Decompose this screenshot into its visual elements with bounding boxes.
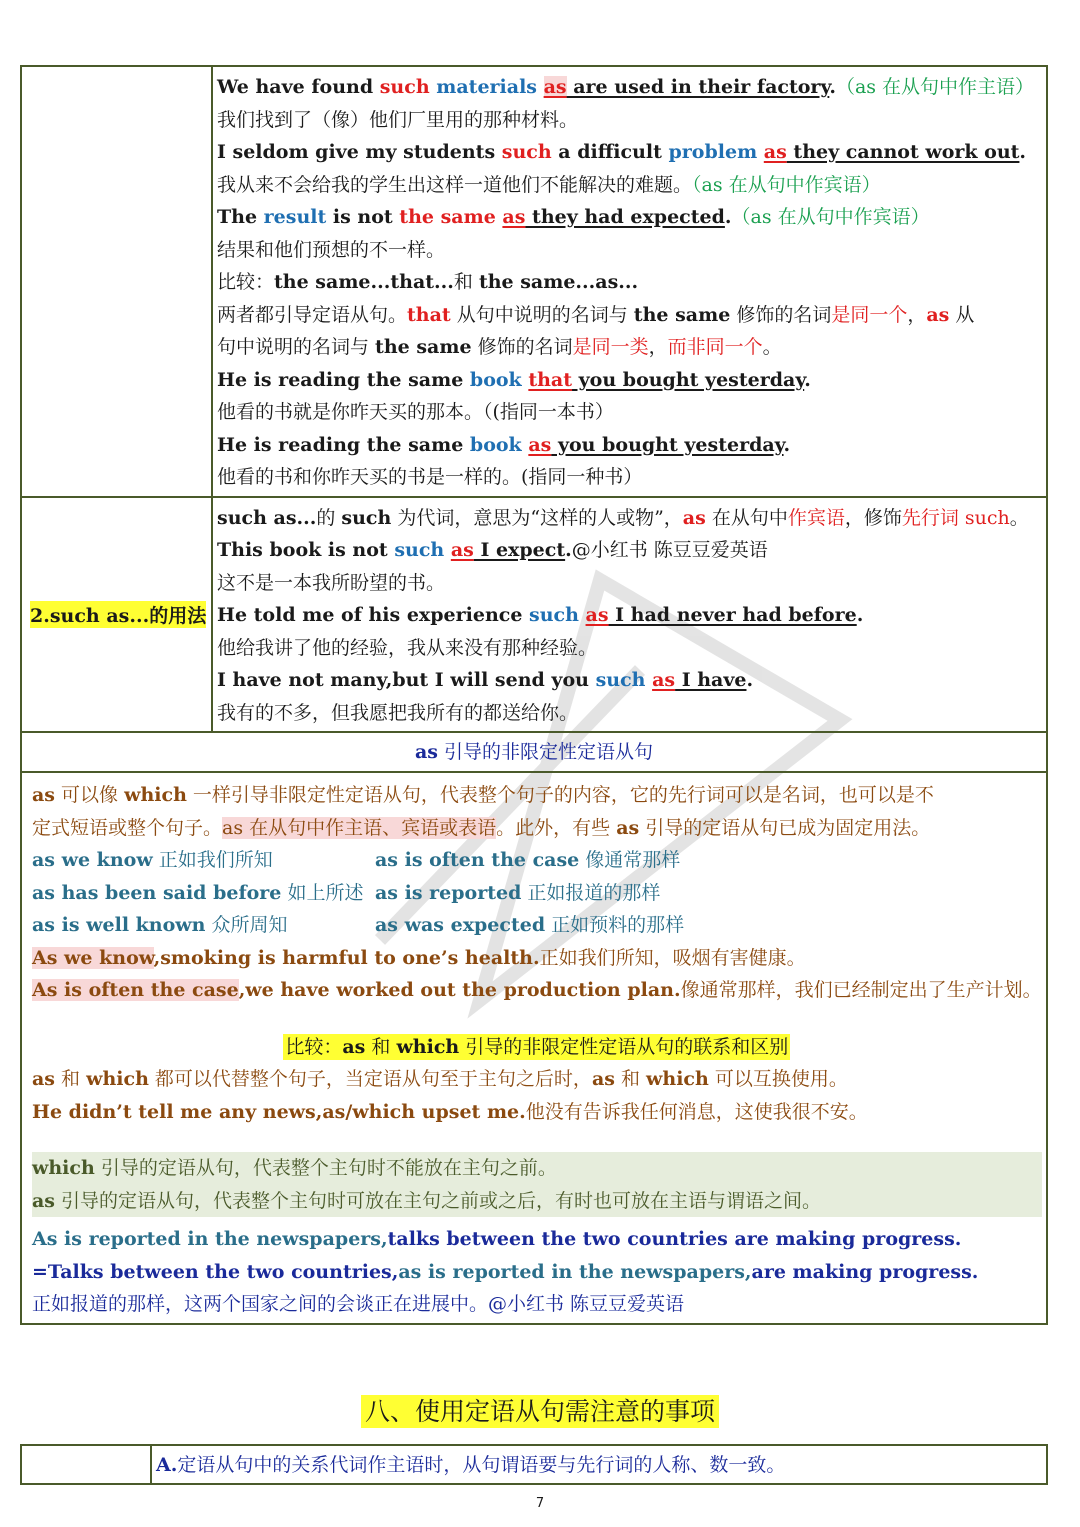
- text-segment: （as 在从句中作宾语）: [692, 173, 881, 196]
- text-line: [32, 942, 1042, 975]
- text-segment: As is reported in the newspapers,: [32, 1228, 388, 1250]
- text-segment: result: [263, 206, 327, 228]
- text-segment: 两者都引导定语从句。: [217, 303, 408, 326]
- compare-title: [283, 1034, 790, 1060]
- text-segment: 比较：: [217, 271, 275, 293]
- text-segment: such as...: [217, 506, 317, 529]
- text-segment: I have: [675, 669, 747, 691]
- text-segment: （as 在从句中作宾语）: [731, 206, 930, 228]
- compare-text: [32, 1063, 1042, 1128]
- phrase-item: [375, 844, 680, 877]
- row-nonrestrictive-title: [22, 733, 1046, 773]
- text-line: [32, 1223, 1042, 1256]
- text-segment: 正如报道的那样: [521, 881, 661, 904]
- text-segment: is not: [326, 206, 400, 228]
- text-segment: as: [32, 784, 56, 806]
- text-segment: 定语从句中的关系代词作主语时，从句谓语要与先行词的人称、数一致。: [177, 1454, 786, 1476]
- text-line: [217, 234, 1040, 267]
- text-segment: as: [652, 669, 676, 691]
- row-such-as-examples: [22, 67, 1046, 498]
- text-segment: which: [124, 784, 187, 806]
- text-segment: such: [529, 604, 586, 626]
- text-segment: ，: [648, 336, 668, 358]
- text-segment: He told me of his experience: [217, 604, 530, 626]
- text-segment: .: [565, 539, 572, 561]
- text-segment: a difficult: [551, 141, 669, 163]
- text-segment: as: [926, 303, 950, 326]
- text-segment: you bought yesterday: [572, 368, 805, 391]
- text-segment: .: [724, 206, 732, 228]
- text-segment: the same: [399, 206, 503, 228]
- section-title: 八、使用定语从句需注意的事项: [361, 1395, 719, 1428]
- text-segment: 可以互换使用。: [708, 1068, 848, 1090]
- text-line: [217, 104, 1040, 137]
- text-segment: 和: [55, 1068, 87, 1090]
- phrase-item: [32, 844, 375, 877]
- text-line: [217, 136, 1040, 169]
- phrase-list: [32, 844, 1042, 942]
- intro-text: [32, 779, 1042, 844]
- text-segment: @小红书 陈豆豆爱英语: [571, 539, 768, 561]
- text-segment: 他看的书和你昨天买的书是一样的。(指同一种书）: [217, 466, 643, 488]
- text-line: [217, 697, 1040, 730]
- text-segment: 引导的定语从句，代表整个主句时不能放在主句之前。: [94, 1157, 557, 1179]
- text-segment: they cannot work out: [786, 141, 1020, 163]
- text-segment: are used in their factory: [566, 76, 830, 98]
- row2-content: [213, 498, 1046, 732]
- phrase-row: [32, 877, 1042, 910]
- empty-label-cell: [22, 67, 213, 496]
- text-segment: they had expected: [525, 206, 725, 228]
- text-segment: 从: [949, 303, 975, 326]
- text-segment: which: [32, 1157, 95, 1179]
- text-segment: as: [342, 1035, 366, 1058]
- text-segment: 是同一个: [831, 303, 908, 326]
- text-segment: as: [591, 1068, 615, 1090]
- text-segment: I had never had before: [608, 604, 857, 626]
- text-segment: 结果和他们预想的不一样。: [217, 238, 446, 261]
- text-segment: 像通常那样: [579, 849, 681, 871]
- text-segment: 如上所述: [281, 881, 364, 904]
- text-segment: He is reading the same: [217, 433, 470, 456]
- text-line: [217, 599, 1040, 632]
- text-segment: as has been said before: [32, 881, 282, 904]
- text-segment: ,smoking is harmful to one’s health.: [153, 946, 540, 969]
- text-line: [217, 664, 1040, 697]
- text-line: [32, 812, 1042, 845]
- text-segment: 是同一类: [572, 336, 649, 358]
- text-segment: We have found: [217, 76, 380, 98]
- row1-content: [213, 67, 1046, 496]
- text-segment: as 在从句中作主语、宾语或表语: [222, 816, 497, 839]
- text-segment: as: [616, 816, 640, 839]
- text-segment: .: [856, 604, 864, 626]
- text-segment: as is well known: [32, 914, 206, 936]
- text-line: [32, 1256, 1042, 1289]
- text-segment: 为代词，意思为“这样的人或物”，: [391, 506, 683, 529]
- text-segment: （as 在从句中作主语）: [835, 76, 1035, 98]
- text-line: [217, 502, 1040, 535]
- text-segment: 引导的非限定性定语从句: [437, 741, 654, 763]
- text-segment: 和: [365, 1035, 397, 1058]
- text-line: [217, 201, 1040, 234]
- text-segment: 。此外，有些: [496, 816, 617, 839]
- text-line: [32, 974, 1042, 1007]
- text-segment: ,we have worked out the production plan.: [238, 979, 681, 1001]
- text-segment: 修饰的名词: [471, 336, 573, 358]
- text-segment: 作宾语: [787, 506, 845, 529]
- text-segment: problem: [668, 141, 764, 163]
- grammar-table: [20, 65, 1048, 1325]
- rules-table: [20, 1444, 1048, 1485]
- nonrestrictive-title: [22, 733, 1046, 771]
- text-segment: 引导的定语从句已成为固定用法。: [639, 816, 931, 839]
- text-line: [32, 1288, 1042, 1321]
- text-segment: 先行词 such: [901, 506, 1010, 529]
- text-segment: 我们找到了（像）他们厂里用的那种材料。: [217, 108, 579, 131]
- text-segment: 。: [1009, 506, 1029, 529]
- phrase-item: [375, 877, 660, 910]
- text-segment: 他没有告诉我任何消息，这使我很不安。: [525, 1100, 868, 1123]
- text-segment: such: [394, 539, 451, 561]
- compare-title-line: [32, 1031, 1042, 1064]
- text-segment: the same...that...: [274, 271, 454, 293]
- text-segment: you bought yesterday: [551, 433, 784, 456]
- text-segment: 正如报道的那样，这两个国家之间的会谈正在进展中。@小红书 陈豆豆爱英语: [32, 1293, 685, 1315]
- text-segment: 比较：: [285, 1035, 343, 1058]
- text-segment: As we know: [32, 946, 154, 969]
- text-segment: as: [414, 741, 438, 763]
- text-segment: 他看的书就是你昨天买的那本。（(指同一本书）: [217, 401, 614, 423]
- text-segment: 。: [762, 336, 782, 358]
- rule-row-a: [22, 1446, 1046, 1483]
- text-segment: which: [86, 1068, 149, 1090]
- text-segment: the same: [375, 336, 472, 358]
- text-segment: .: [804, 368, 811, 391]
- example-sentences: [32, 942, 1042, 1007]
- phrase-item: [32, 877, 375, 910]
- text-segment: 引导的定语从句，代表整个主句时可放在主句之前或之后，有时也可放在主语与谓语之间。: [55, 1189, 822, 1212]
- such-as-label-cell: [22, 498, 213, 732]
- text-segment: book: [469, 433, 529, 456]
- phrase-row: [32, 844, 1042, 877]
- text-line: [217, 429, 1040, 462]
- text-segment: as: [32, 1068, 56, 1090]
- text-segment: 众所周知: [205, 914, 288, 936]
- nonrestrictive-body: [22, 773, 1052, 1323]
- text-segment: .: [783, 433, 791, 456]
- text-segment: as: [528, 433, 552, 456]
- text-segment: A.: [156, 1454, 178, 1476]
- text-line: [217, 567, 1040, 600]
- text-segment: that: [528, 368, 573, 391]
- text-segment: 都可以代替整个句子，当定语从句至于主句之后时，: [148, 1068, 592, 1090]
- empty-label-cell: [22, 1446, 152, 1483]
- text-segment: 修饰的名词: [730, 303, 832, 326]
- such-as-label: 2.such as...的用法: [30, 601, 206, 628]
- text-segment: 这不是一本我所盼望的书。: [217, 571, 446, 594]
- text-segment: 一样引导非限定性定语从句，代表整个句子的内容，它的先行词可以是名词，也可以是不: [186, 784, 934, 806]
- text-segment: He is reading the same: [217, 368, 470, 391]
- text-segment: as we know: [32, 849, 153, 871]
- text-line: [217, 266, 1040, 299]
- text-segment: book: [469, 368, 529, 391]
- text-segment: As is often the case: [32, 979, 239, 1001]
- text-segment: as: [450, 539, 474, 561]
- text-segment: 和: [614, 1068, 647, 1090]
- text-segment: materials: [436, 76, 544, 98]
- text-line: [217, 169, 1040, 202]
- text-segment: I seldom give my students: [217, 141, 502, 163]
- text-segment: .: [746, 669, 754, 691]
- text-segment: 我有的不多，但我愿把我所有的都送给你。: [217, 701, 579, 724]
- text-segment: which: [646, 1068, 709, 1090]
- text-line: [217, 364, 1040, 397]
- text-segment: 正如预料的那样: [545, 914, 685, 936]
- text-segment: The: [217, 206, 264, 228]
- text-segment: as was expected: [375, 914, 546, 936]
- text-segment: as: [682, 506, 706, 529]
- text-segment: as is often the case: [375, 849, 580, 871]
- text-segment: =Talks between the two countries,: [32, 1260, 399, 1283]
- phrase-item: [32, 909, 375, 942]
- text-segment: 正如我们所知: [152, 849, 273, 871]
- text-segment: as is reported in the newspapers,: [398, 1260, 752, 1283]
- text-segment: I expect: [473, 539, 566, 561]
- row-nonrestrictive-body: [22, 773, 1046, 1323]
- text-line: [32, 1063, 1042, 1096]
- text-segment: ，: [907, 303, 927, 326]
- text-line: [32, 1152, 1042, 1185]
- text-segment: the same...as...: [478, 271, 639, 293]
- text-segment: 正如我们所知，吸烟有害健康。: [539, 946, 806, 969]
- text-segment: 而非同一个: [667, 336, 763, 358]
- section-title-line: [0, 1392, 1080, 1428]
- text-segment: 定式短语或整个句子。: [32, 816, 223, 839]
- text-segment: 引导的非限定性定语从句的联系和区别: [459, 1035, 789, 1058]
- text-segment: 从句中说明的名词与: [450, 303, 634, 326]
- text-line: [32, 1185, 1042, 1218]
- text-segment: talks between the two countries are making progress.: [387, 1228, 962, 1250]
- text-segment: such: [379, 76, 437, 98]
- phrase-row: [32, 909, 1042, 942]
- text-line: [217, 396, 1040, 429]
- text-segment: This book is not: [217, 539, 395, 561]
- text-segment: as is reported: [375, 881, 522, 904]
- text-segment: 他给我讲了他的经验，我从来没有那种经验。: [217, 636, 598, 659]
- text-segment: which: [396, 1035, 460, 1058]
- text-segment: 句中说明的名词与: [217, 336, 376, 358]
- text-segment: as: [585, 604, 609, 626]
- text-line: [32, 779, 1042, 812]
- text-segment: 在从句中: [705, 506, 788, 529]
- text-segment: He didn’t tell me any news,as/which upset me.: [32, 1100, 526, 1123]
- text-segment: 可以像: [55, 784, 125, 806]
- text-segment: the same: [633, 303, 731, 326]
- text-segment: ，修饰: [844, 506, 902, 529]
- text-segment: are making progress.: [751, 1260, 979, 1283]
- text-line: [217, 331, 1040, 364]
- text-segment: 像通常那样，我们已经制定出了生产计划。: [680, 979, 1042, 1001]
- text-line: [217, 299, 1040, 332]
- text-segment: as: [32, 1189, 56, 1212]
- text-segment: .: [1019, 141, 1027, 163]
- text-segment: I have not many,but I will send you: [217, 669, 596, 691]
- phrase-item: [375, 909, 684, 942]
- text-segment: such: [501, 141, 552, 163]
- text-segment: as: [502, 206, 526, 228]
- text-segment: such: [341, 506, 392, 529]
- text-line: [217, 71, 1040, 104]
- text-segment: such: [595, 669, 653, 691]
- text-line: [217, 461, 1040, 494]
- text-line: [217, 534, 1040, 567]
- final-examples: [32, 1223, 1042, 1321]
- rule-a-text: [152, 1446, 1046, 1483]
- text-line: [32, 1096, 1042, 1129]
- difference-text: [32, 1152, 1042, 1217]
- page-number: 7: [535, 1496, 545, 1511]
- text-segment: 的: [316, 506, 342, 529]
- text-segment: that: [407, 303, 451, 326]
- text-segment: .: [829, 76, 836, 98]
- text-segment: as: [763, 141, 787, 163]
- row-such-as-usage: [22, 498, 1046, 734]
- text-segment: 我从来不会给我的学生出这样一道他们不能解决的难题。: [217, 173, 693, 196]
- text-line: [217, 632, 1040, 665]
- text-segment: as: [543, 76, 567, 98]
- text-segment: 和: [453, 271, 479, 293]
